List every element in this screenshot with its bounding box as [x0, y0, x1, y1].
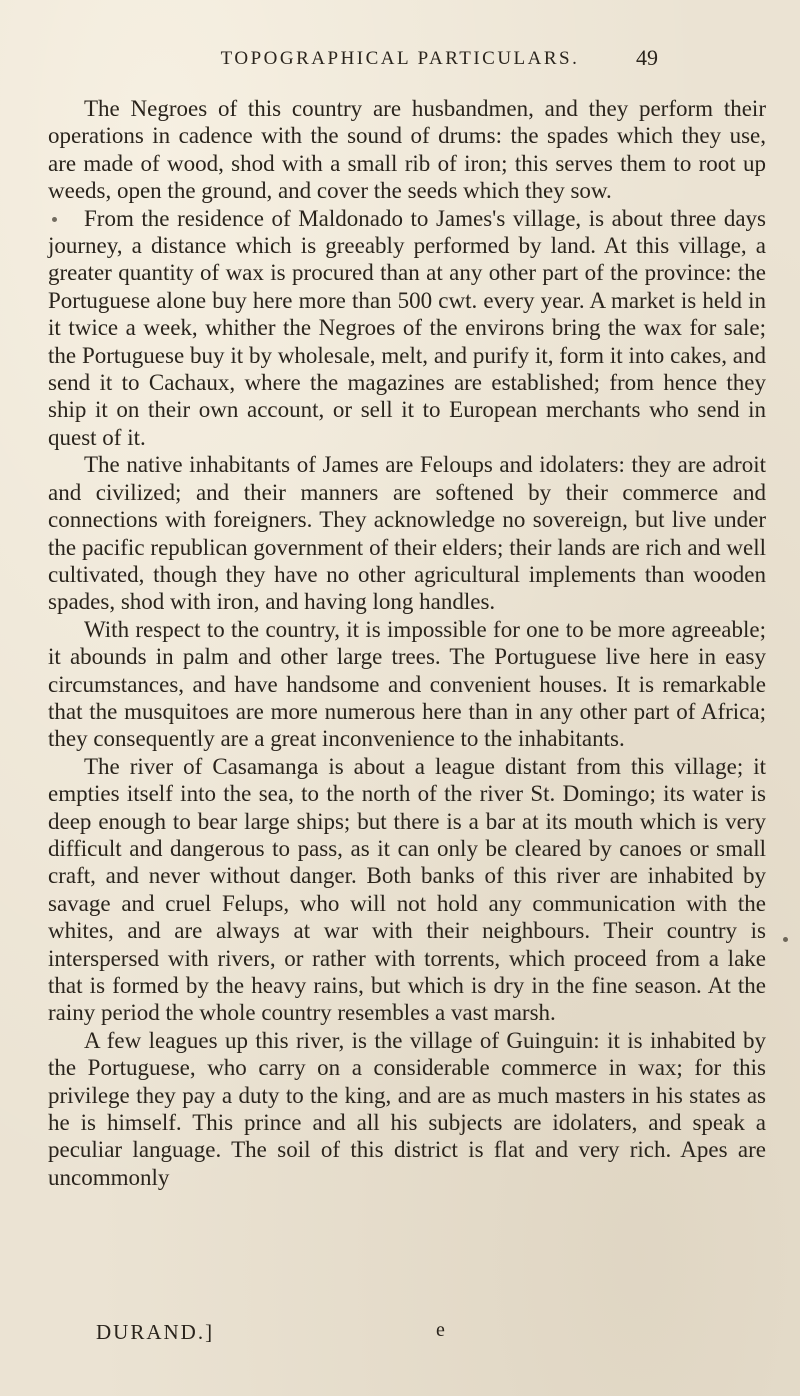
page-number: 49 [636, 45, 658, 70]
ink-spot-left-mark [52, 217, 57, 222]
paragraph-james-village-wax: From the residence of Maldonado to James's village, is about three days journey, a distance which is greeably performed by land. At this village, a greater quantity of wax is procured than at any other part of the province: the Portuguese alone buy here more than 500 cwt. every year. A market is held in it twice a week, whither the Negroes of the environs bring the wax for sale; the Portuguese buy it by wholesale, melt, and purify it, form it into cakes, and send it to Cachaux, where the magazines are established; from hence they ship it on their own account, or sell it to European merchants who send in quest of it. [48, 205, 766, 450]
signature-footnote: DURAND.] [96, 1320, 215, 1344]
paragraph-country-musquitoes: With respect to the country, it is impossible for one to be more agreeable; it abounds in palm and other large trees. The Portuguese live here in easy circumstances, and have handsome and convenient houses. It is remarkable that the musquitoes are more numerous here than in any other part of Africa; they consequently are a great inconvenience to the inhabitants. [48, 616, 766, 752]
paragraph-village-guinguin: A few leagues up this river, is the village of Guinguin: it is inhabited by the Portuguese, who carry on a considerable commerce in wax; for this privilege they pay a duty to the king, and are as much masters in his states as he is himself. This prince and all his subjects are idolaters, and speak a peculiar language. The soil of this district is flat and very rich. Apes are uncommonly [48, 1027, 766, 1190]
paragraph-negroes-husbandmen: The Negroes of this country are husbandmen, and they perform their operations in cadence with the sound of drums: the spades which they use, are made of wood, shod with a small rib of iron; this serves them to root up weeds, open the ground, and cover the seeds which they sow. [48, 96, 766, 204]
catchword: e [436, 1319, 445, 1341]
running-head [0, 45, 800, 78]
ink-spot-right-mark [783, 937, 788, 942]
running-head-title: TOPOGRAPHICAL PARTICULARS. [220, 48, 580, 69]
paragraph-river-casamanga: The river of Casamanga is about a league distant from this village; it empties itself into the sea, to the north of the river St. Domingo; its water is deep enough to bear large ships; but there is a bar at its mouth which is very difficult and dangerous to pass, as it can only be cleared by canoes or small craft, and never without danger. Both banks of this river are inhabited by savage and cruel Felups, who will not hold any communication with the whites, and are always at war with their neighbours. Their country is interspersed with rivers, or rather with torrents, which proceed from a lake that is formed by the heavy rains, but which is dry in the fine season. At the rainy period the whole country resembles a vast marsh. [48, 753, 766, 1026]
body-text [48, 95, 766, 1191]
paragraph-native-inhabitants: The native inhabitants of James are Feloups and idolaters: they are adroit and civilized; and their manners are softened by their commerce and connections with foreigners. They acknowledge no sovereign, but live under the pacific republican government of their elders; their lands are rich and well cultivated, though they have no other agricultural implements than wooden spades, shod with iron, and having long handles. [48, 452, 766, 615]
